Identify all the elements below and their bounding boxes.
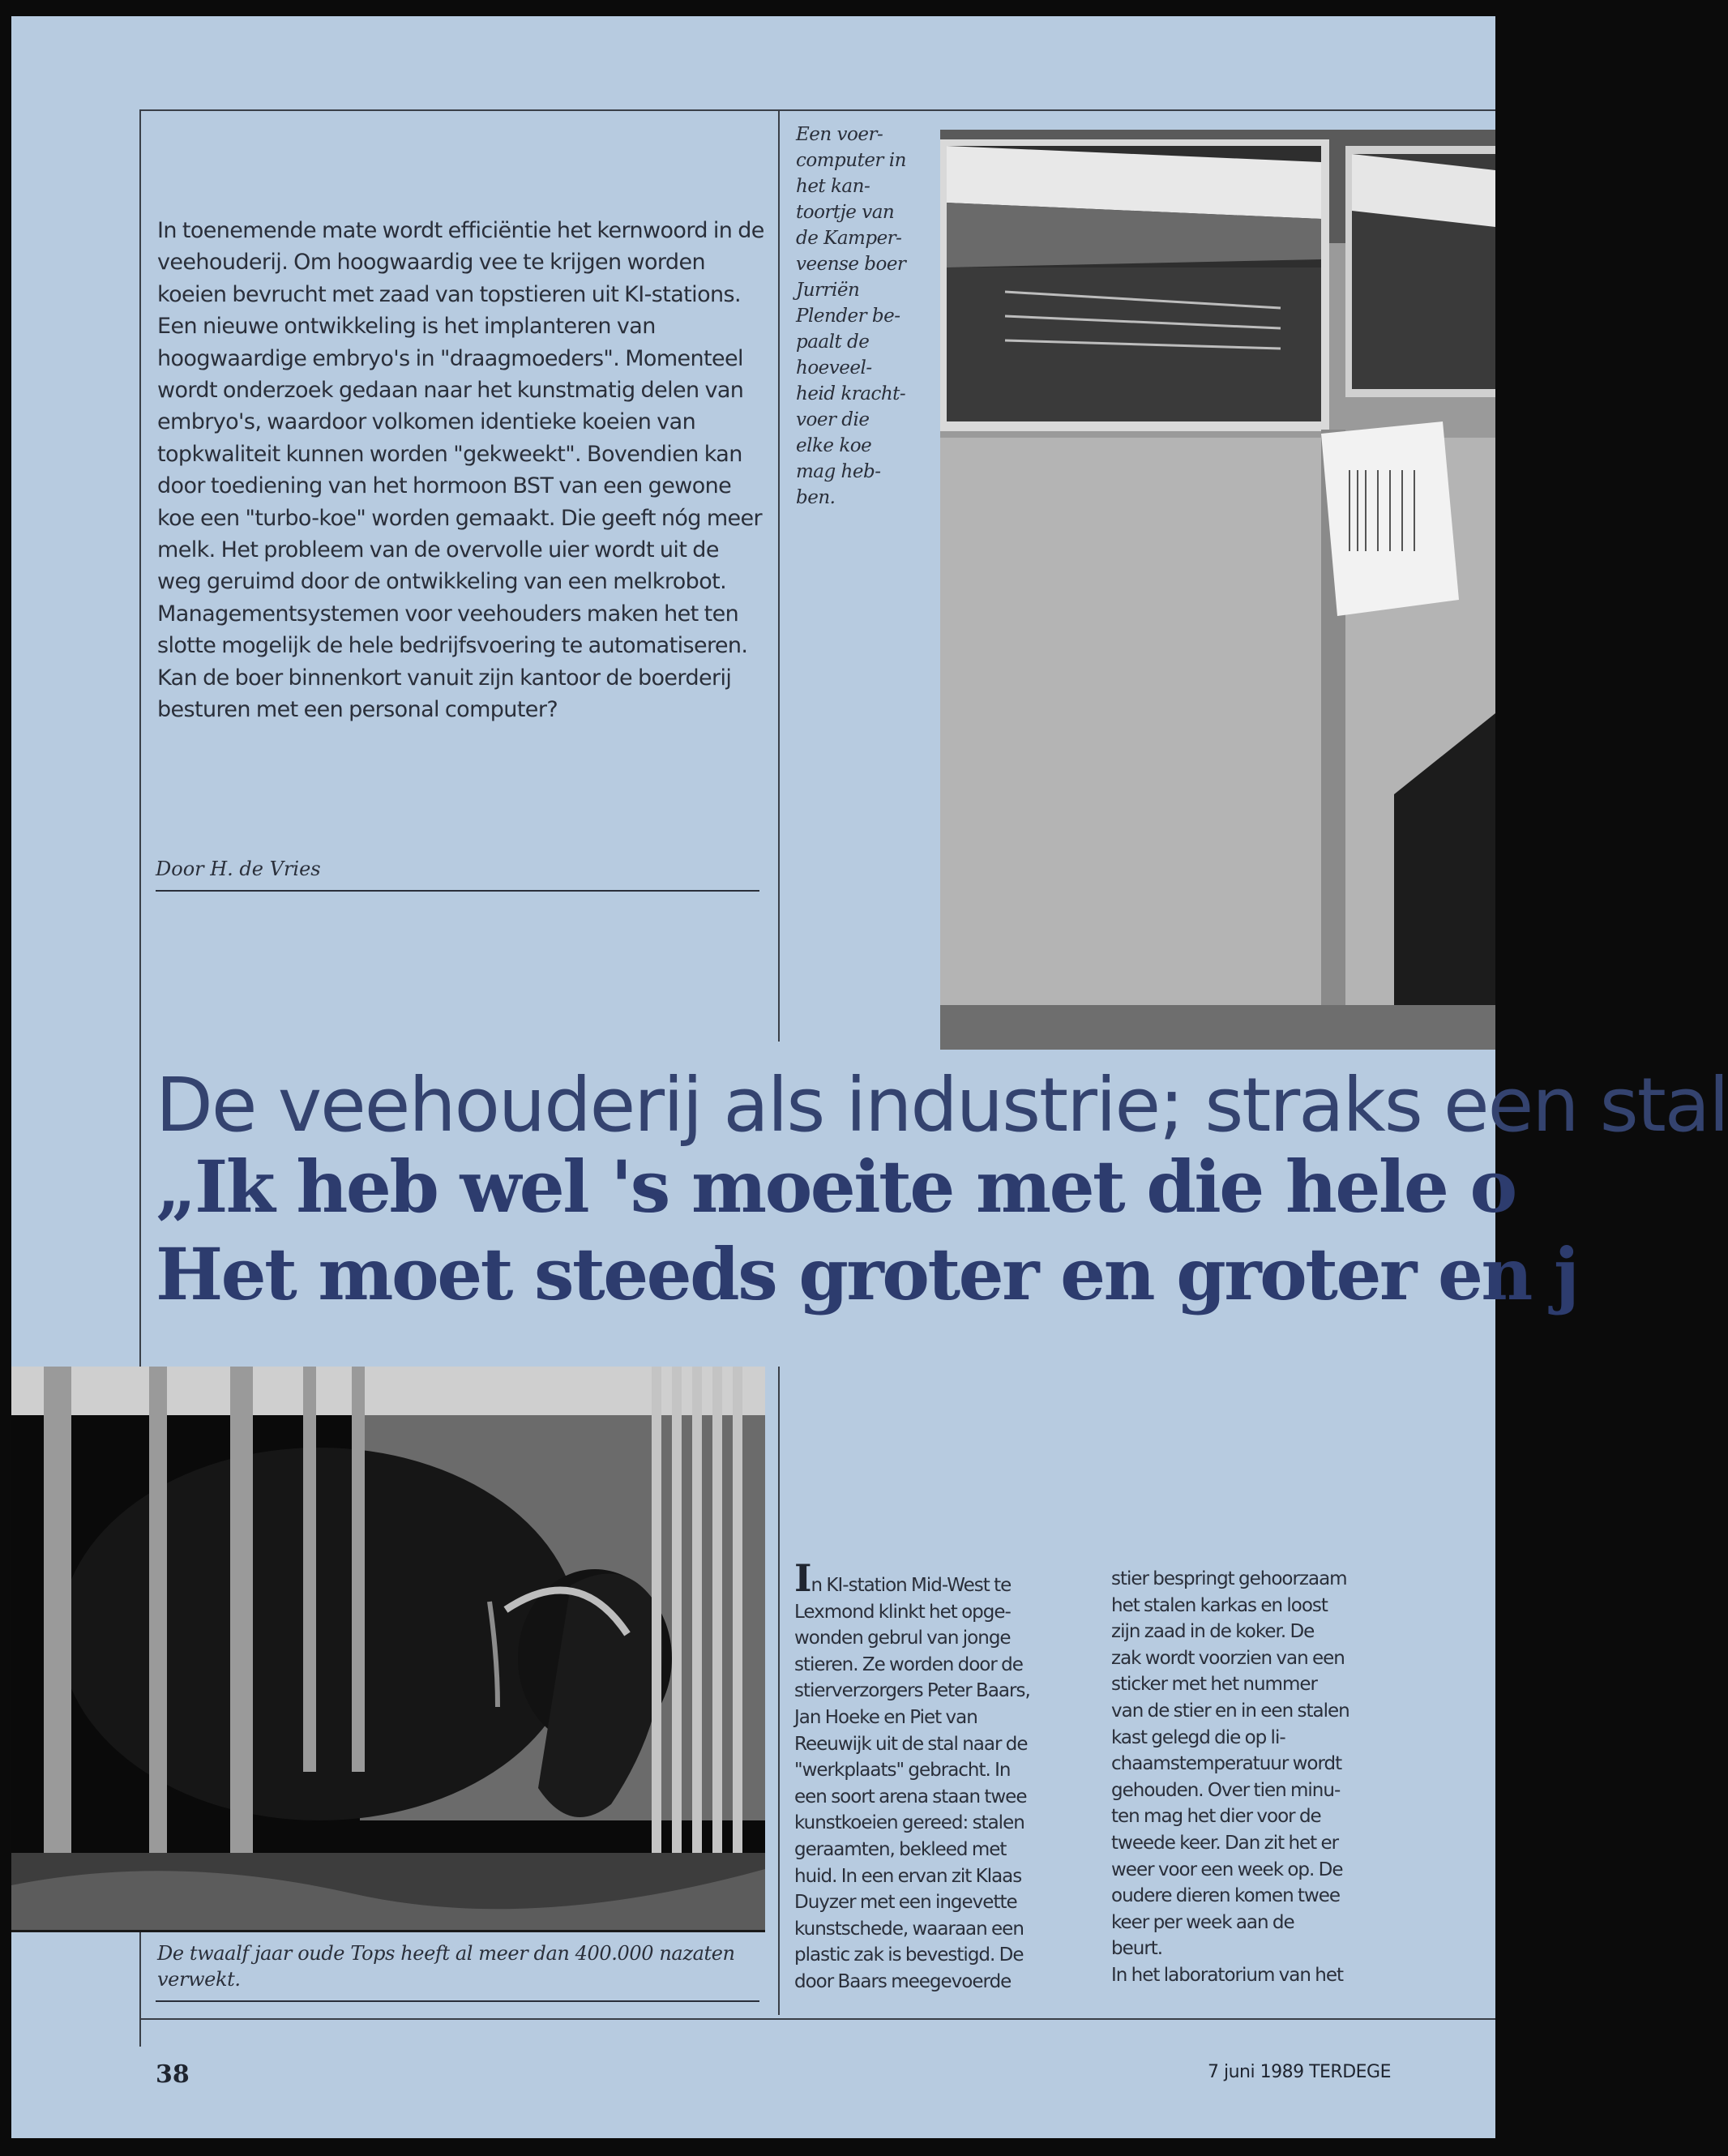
column-divider-line	[778, 109, 780, 1042]
intro-text: In toenemende mate wordt efficiëntie het kernwoord in de veehouderij. Om hoogwaardig vee te krijgen worden koeien bevrucht met zaad van topstieren uit KI-stations. Een nieuwe ontwikkeling is het implanteren van hoogwaardige embryo's in "draagmoeders". Momenteel wordt onderzoek gedaan naar het kunstmatig delen van embryo's, waardoor volkomen identieke koeien van topkwaliteit kunnen worden "gekweekt". Bovendien kan door toediening van het hormoon BST van een gewone koe een "turbo-koe" worden gemaakt. Die geeft nóg meer melk. Het probleem van de overvolle uier wordt uit de weg geruimd door de ontwikkeling van een melkrobot. Managementsystemen voor veehouders maken het ten slotte mogelijk de hele bedrijfsvoering te automatiseren. Kan de boer binnenkort vanuit zijn kantoor de boerderij besturen met een personal computer?	[157, 218, 764, 723]
bull-photo-drawing	[11, 1367, 765, 1930]
feed-computer-photo	[940, 130, 1495, 1050]
article-column-1-text: n KI-station Mid-West te Lexmond klinkt het opge- wonden gebrul van jonge stieren. Ze worden door de stierverzorgers Peter Baars, Jan Hoeke en Piet van Reeuwijk uit de stal naar de "werkplaats" gebracht. In een soort arena staan twee kunstkoeien gereed: stalen geraamten, bekleed met huid. In een ervan zit Klaas Duyzer met een ingevette kunstschede, waaraan een plastic zak is bevestigd. De door Baars meegevoerde	[794, 1575, 1030, 1992]
article-column-1	[794, 1556, 1082, 1996]
bull-photo-caption: De twaalf jaar oude Tops heeft al meer dan 400.000 nazaten verwekt.	[157, 1942, 735, 1991]
frame-bottom-line	[139, 2018, 1495, 2020]
caption-rule	[156, 2000, 759, 2002]
bull-photo-rule	[11, 1930, 765, 1932]
intro-paragraph	[157, 215, 765, 726]
folio: 7 juni 1989 TERDEGE	[1208, 2062, 1391, 2082]
article-column-2: stier bespringt gehoorzaam het stalen karkas en loost zijn zaad in de koker. De zak wordt voorzien van een sticker met het nummer van de stier en in een stalen kast gelegd die op li- chaamstemperatuur wordt gehouden. Over tien minu- ten mag het dier voor de tweede keer. Dan zit het er weer voor een week op. De oudere dieren komen twee keer per week aan de beurt. In het laboratorium van het	[1111, 1568, 1349, 1986]
frame-top-line	[139, 109, 1495, 111]
feed-computer-photo-drawing	[940, 130, 1495, 1050]
column-divider-lower-line	[778, 1367, 780, 2015]
headline-line-3: Het moet steeds groter en groter en j	[156, 1232, 1578, 1316]
top-photo-caption: Een voer- computer in het kan- toortje van de Kamper- veense boer Jurriën Plender be- paalt de hoeveel- heid kracht- voer die elke koe mag heb- ben.	[796, 124, 906, 508]
magazine-page	[11, 16, 1728, 2138]
headline-line-2: „Ik heb wel 's moeite met die hele o	[156, 1144, 1516, 1229]
byline: Door H. de Vries	[156, 858, 321, 880]
byline-rule	[156, 890, 759, 892]
page-number: 38	[156, 2060, 190, 2089]
bull-photo	[11, 1367, 765, 1930]
headline-line-1: De veehouderij als industrie; straks een stal	[156, 1062, 1728, 1149]
drop-cap: I	[794, 1556, 811, 1600]
